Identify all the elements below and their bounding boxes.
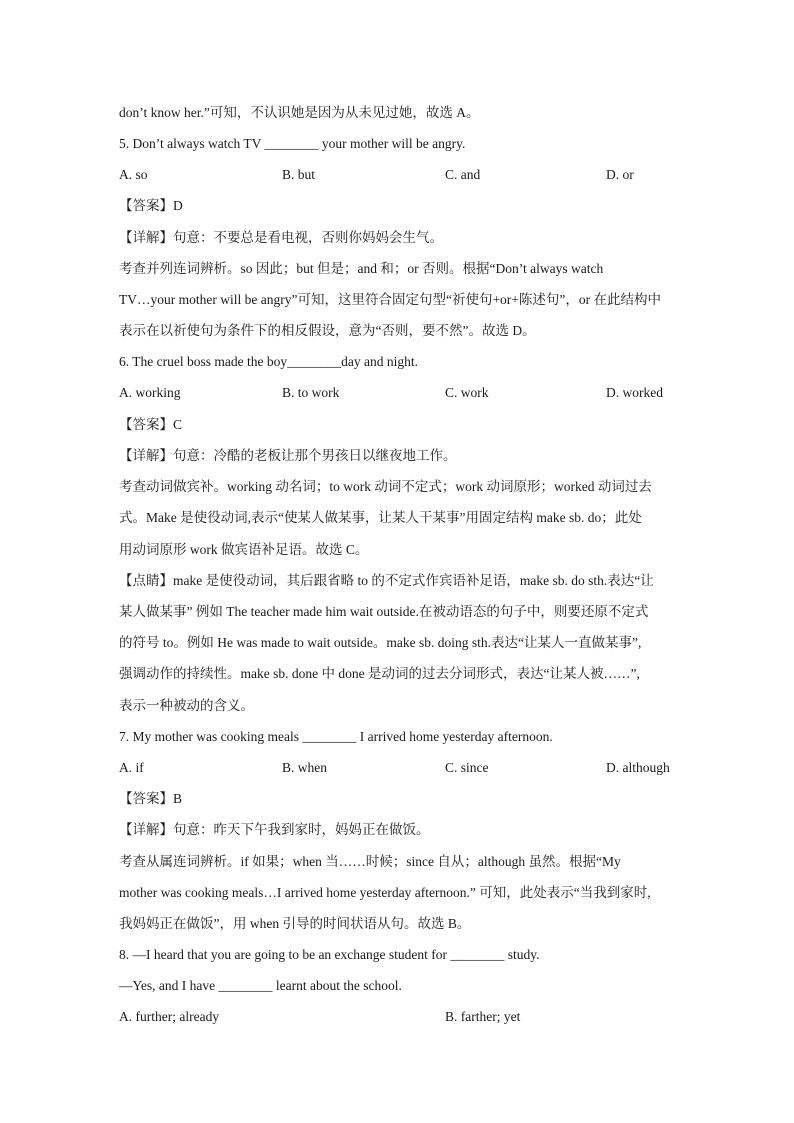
answer-label: 【答案】C [119, 417, 183, 432]
explanation-line: 考查从属连词辨析。if 如果；when 当……时候；since 自从；although 虽然。根据“My [119, 854, 621, 869]
explanation-line: 【详解】句意：不要总是看电视，否则你妈妈会生气。 [119, 230, 443, 245]
option-c: C. and [445, 167, 481, 182]
question-6: 6. The cruel boss made the boy________day and night. [119, 354, 418, 369]
question-8: 8. —I heard that you are going to be an exchange student for ________ study. [119, 947, 540, 962]
tip-line: 表示一种被动的含义。 [119, 698, 254, 713]
option-a: A. further; already [119, 1009, 220, 1024]
explanation-line: 表示在以祈使句为条件下的相反假设，意为“否则，要不然”。故选 D。 [119, 323, 536, 338]
tip-line: 强调动作的持续性。make sb. done 中 done 是动词的过去分词形式，表达“让某人被……”, [119, 666, 640, 681]
option-a: A. if [119, 760, 144, 775]
tip-line: 某人做某事” 例如 The teacher made him wait outside.在被动语态的句子中，则要还原不定式 [119, 604, 649, 619]
explanation-line: 式。Make 是使役动词,表示“使某人做某事，让某人干某事”用固定结构 make sb. do；此处 [119, 510, 642, 525]
question-5: 5. Don’t always watch TV ________ your mother will be angry. [119, 136, 466, 151]
option-b: B. when [282, 760, 327, 775]
explanation-line: TV…your mother will be angry”可知，这里符合固定句型“祈使句+or+陈述句”，or 在此结构中 [119, 292, 662, 307]
text-line: don’t know her.”可知，不认识她是因为从未见过她，故选 A。 [119, 105, 480, 120]
question-8-reply: —Yes, and I have ________ learnt about the school. [119, 978, 402, 993]
option-a: A. working [119, 385, 181, 400]
explanation-line: 【详解】句意：冷酷的老板让那个男孩日以继夜地工作。 [119, 448, 457, 463]
answer-label: 【答案】D [119, 198, 183, 213]
option-a: A. so [119, 167, 148, 182]
tip-line: 【点睛】make 是使役动词，其后跟省略 to 的不定式作宾语补足语，make sb. do sth.表达“让 [119, 573, 654, 588]
option-b: B. farther; yet [445, 1009, 521, 1024]
option-b: B. but [282, 167, 316, 182]
explanation-line: 考查动词做宾补。working 动名词；to work 动词不定式；work 动词原形；worked 动词过去 [119, 479, 652, 494]
option-b: B. to work [282, 385, 340, 400]
option-d: D. or [606, 167, 634, 182]
option-d: D. although [606, 760, 670, 775]
tip-line: 的符号 to。例如 He was made to wait outside。make sb. doing sth.表达“让某人一直做某事”, [119, 635, 642, 650]
explanation-line: 考查并列连词辨析。so 因此；but 但是；and 和；or 否则。根据“Don’t always watch [119, 261, 604, 276]
option-c: C. work [445, 385, 489, 400]
option-d: D. worked [606, 385, 663, 400]
explanation-line: 用动词原形 work 做宾语补足语。故选 C。 [119, 542, 369, 557]
answer-label: 【答案】B [119, 791, 183, 806]
question-7: 7. My mother was cooking meals ________ I arrived home yesterday afternoon. [119, 729, 553, 744]
option-c: C. since [445, 760, 489, 775]
explanation-line: mother was cooking meals…I arrived home yesterday afternoon.” 可知，此处表示“当我到家时, [119, 885, 651, 900]
explanation-line: 【详解】句意：昨天下午我到家时，妈妈正在做饭。 [119, 822, 430, 837]
explanation-line: 我妈妈正在做饭”，用 when 引导的时间状语从句。故选 B。 [119, 916, 471, 931]
